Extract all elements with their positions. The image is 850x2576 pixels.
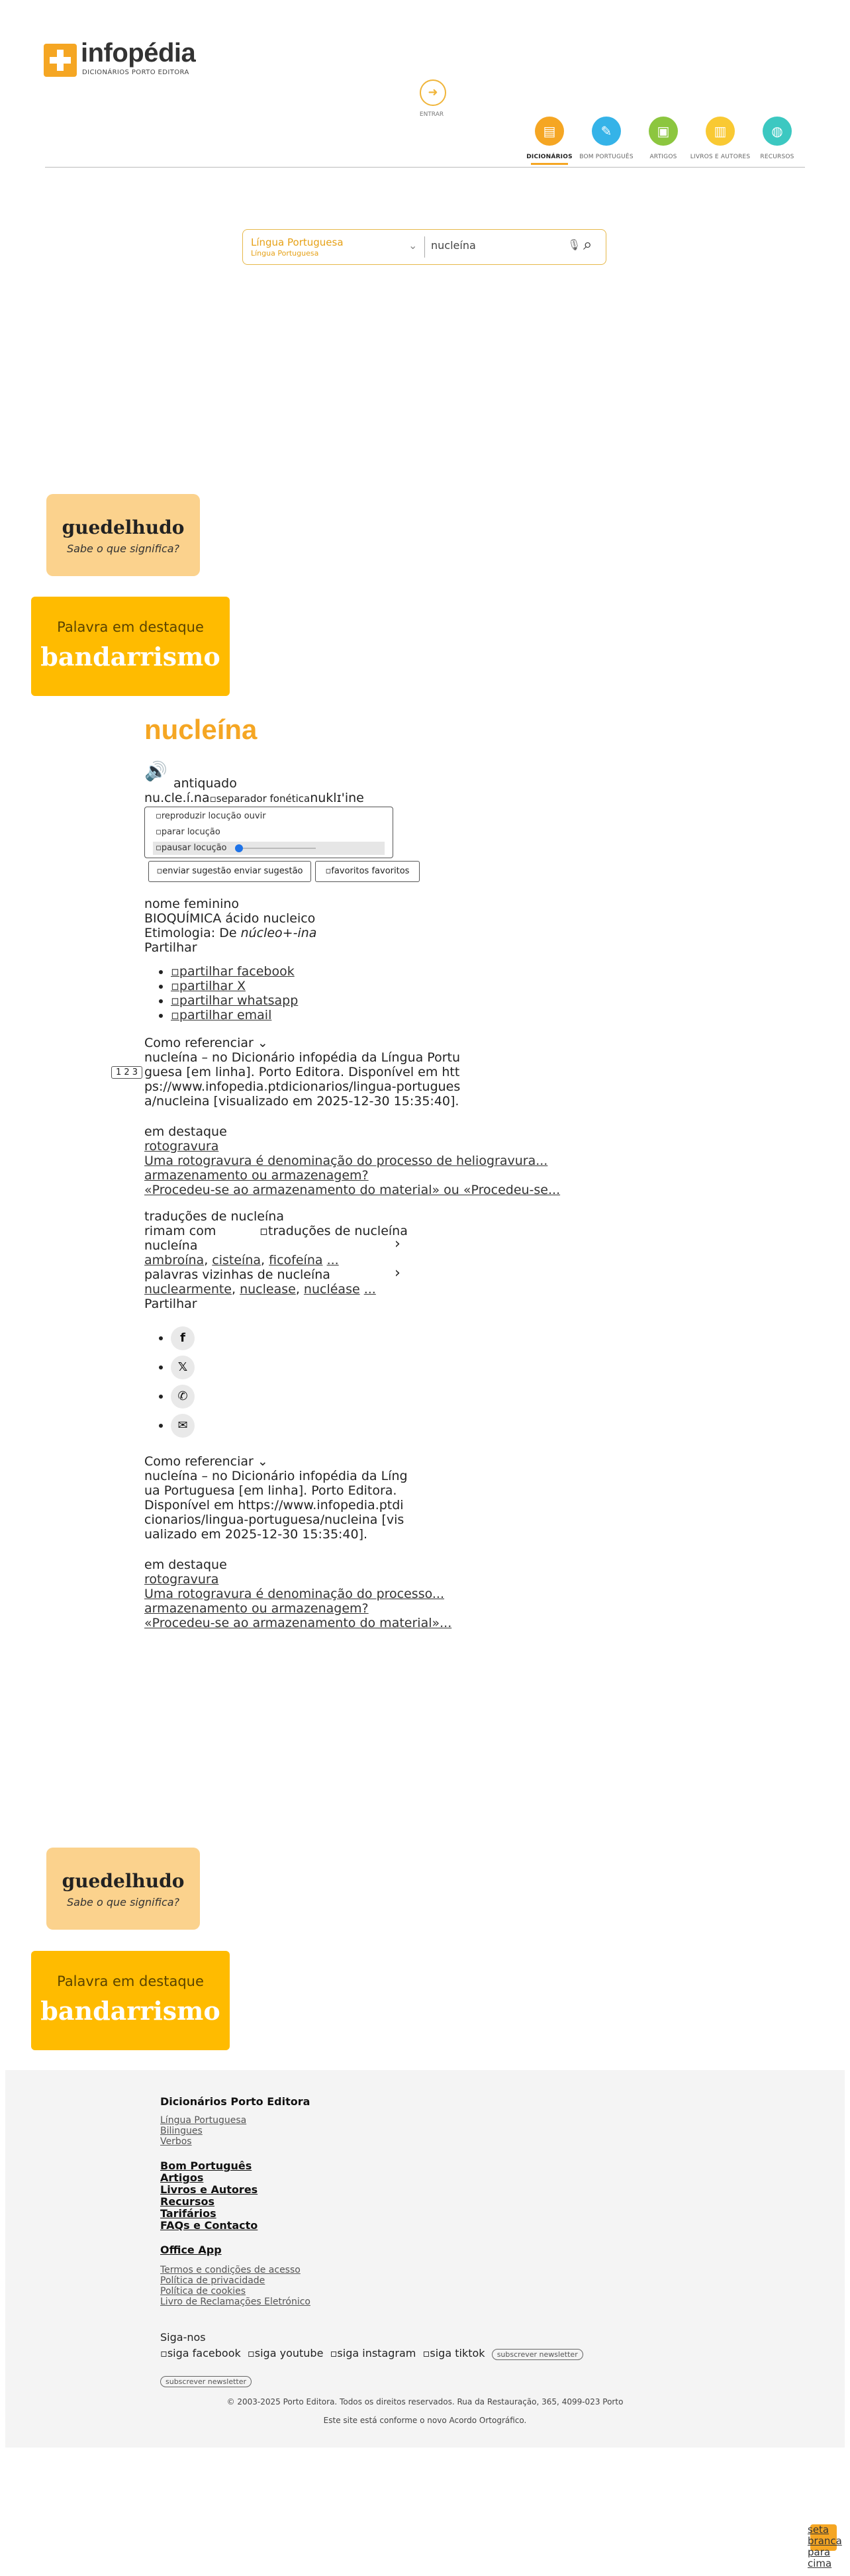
search-bar	[242, 229, 606, 265]
facebook-icon[interactable]: ▫siga facebook	[160, 2347, 241, 2359]
footer-agreement: Este site está conforme o novo Acordo Ortográfico.	[323, 2416, 527, 2425]
dictionary-icon: ▤	[535, 117, 564, 146]
pronunciation-line	[144, 791, 364, 805]
search-divider	[424, 236, 425, 258]
neighbors-list: nuclearmente, nuclease, nucléase ...	[144, 1282, 376, 1297]
share-email-item[interactable]	[171, 1411, 195, 1440]
highlight-item[interactable]: rotogravura	[144, 1572, 219, 1587]
footer	[5, 2070, 845, 2448]
guedelhudo-sub: Sabe o que significa?	[66, 542, 180, 555]
newsletter-button-2-wrap	[160, 2373, 252, 2387]
pager[interactable]: 1 2 3	[111, 1066, 142, 1079]
share-whatsapp[interactable]: • ▫partilhar whatsapp	[171, 993, 298, 1008]
footer-title: Dicionários Porto Editora	[160, 2095, 310, 2108]
footer-main-links	[160, 2160, 258, 2232]
header-divider	[45, 167, 805, 168]
share-label: Partilhar	[144, 940, 197, 955]
send-suggestion-button[interactable]: ▫enviar sugestão enviar sugestão	[148, 861, 311, 882]
destaque-card-2[interactable]	[31, 1951, 230, 2050]
books-icon: ▥	[706, 117, 735, 146]
article-icon: ▣	[649, 117, 678, 146]
cite-toggle[interactable]: Como referenciar ⌄	[144, 1036, 268, 1050]
back-to-top-button[interactable]	[808, 2524, 842, 2569]
footer-legal-link[interactable]: Termos e condições de acesso	[160, 2265, 301, 2275]
logo-wordmark[interactable]: infopédia	[81, 38, 196, 68]
chevron-right-icon[interactable]: ›	[395, 1236, 401, 1252]
highlight-item[interactable]: rotogravura	[144, 1139, 219, 1154]
guedelhudo-card[interactable]	[46, 494, 200, 576]
audio-slider-handle[interactable]	[235, 844, 243, 852]
chevron-down-icon[interactable]: ⌄	[408, 239, 418, 252]
tiktok-icon[interactable]: ▫siga tiktok	[422, 2347, 485, 2359]
citation-text-2: nucleína – no Dicionário infopédia da Língua Portuguesa [em linha]. Porto Editora. Disponível em https://www.infopedia.ptdicionarios/lingua-portuguesa/nucleina [visualizado em 2025-12-30 15:35:40].	[144, 1469, 408, 1542]
footer-link[interactable]: Verbos	[160, 2136, 192, 2147]
play-button[interactable]: ▫reproduzir locução ouvir	[156, 811, 266, 821]
headword: nucleína	[144, 714, 258, 745]
language-selector-sub: Língua Portuguesa	[251, 249, 319, 258]
rhymes-list: ambroína, cisteína, ficofeína ...	[144, 1253, 339, 1267]
share-facebook[interactable]: • ▫partilhar facebook	[171, 964, 298, 979]
rhymes-label: rimam com	[144, 1224, 216, 1238]
guedelhudo-word: guedelhudo	[62, 1870, 185, 1892]
footer-office-app[interactable]: Office App	[160, 2244, 222, 2256]
phonetic: nuklɪ'ine	[310, 791, 364, 805]
destaque-word: bandarrismo	[40, 642, 220, 671]
share-whatsapp-item[interactable]	[171, 1381, 195, 1411]
rhyme-more[interactable]: ...	[326, 1253, 339, 1267]
search-input[interactable]	[431, 239, 563, 252]
facebook-icon[interactable]: f	[171, 1326, 195, 1350]
chevron-down-icon: ⌄	[257, 1036, 268, 1050]
speaker-icon[interactable]: 🔊	[144, 760, 167, 782]
footer-legal-link[interactable]: Livro de Reclamações Eletrónico	[160, 2297, 310, 2307]
phonetic-separator-icon: ▫separador fonética	[209, 793, 310, 805]
nav-recursos[interactable]	[741, 117, 814, 160]
rhyme-link[interactable]: ficofeína	[269, 1253, 323, 1267]
syllables: nu.cle.í.na	[144, 791, 210, 805]
guedelhudo-card-2[interactable]	[46, 1848, 200, 1930]
footer-copyright: © 2003-2025 Porto Editora. Todos os direitos reservados. Rua da Restauração, 365, 4099-023 Porto	[226, 2397, 624, 2406]
highlight-item[interactable]: armazenamento ou armazenagem?	[144, 1168, 369, 1183]
share-x-item[interactable]	[171, 1352, 195, 1381]
highlights-label-2: em destaque	[144, 1558, 227, 1572]
highlight-item[interactable]: «Procedeu-se ao armazenamento do material»...	[144, 1616, 452, 1630]
share-facebook-item[interactable]	[171, 1323, 195, 1352]
neighbor-link[interactable]: nucléase	[303, 1282, 360, 1297]
footer-legal-link[interactable]: Política de privacidade	[160, 2275, 265, 2286]
footer-main-link[interactable]: Recursos	[160, 2195, 214, 2208]
search-icon[interactable]: ⌕	[583, 235, 592, 254]
cite-toggle-2[interactable]: Como referenciar ⌄	[144, 1454, 268, 1469]
footer-dict-links	[160, 2115, 246, 2147]
citation-text: nucleína – no Dicionário infopédia da Língua Portuguesa [em linha]. Porto Editora. Disponível em https://www.infopedia.ptdicionarios/lingua-portuguesa/nucleina [visualizado em 2025-12-30 15:35:40].	[144, 1050, 461, 1109]
rhymes-word: nucleína	[144, 1238, 198, 1253]
neighbors-label: palavras vizinhas de nucleína	[144, 1267, 330, 1282]
footer-main-link[interactable]: Artigos	[160, 2171, 204, 2184]
newsletter-button[interactable]: subscrever newsletter	[492, 2349, 583, 2360]
x-icon[interactable]: 𝕏	[171, 1356, 195, 1379]
definition: BIOQUÍMICA ácido nucleico	[144, 911, 316, 926]
neighbor-link[interactable]: nuclearmente	[144, 1282, 232, 1297]
highlights-label: em destaque	[144, 1124, 227, 1139]
footer-main-link[interactable]: Livros e Autores	[160, 2183, 258, 2196]
highlights-list-2	[144, 1572, 452, 1630]
globe-icon: ◍	[763, 117, 792, 146]
highlight-item[interactable]: «Procedeu-se ao armazenamento do material» ou «Procedeu-se...	[144, 1183, 561, 1197]
destaque-card[interactable]	[31, 597, 230, 696]
destaque-word: bandarrismo	[40, 1996, 220, 2026]
guedelhudo-sub: Sabe o que significa?	[66, 1896, 180, 1908]
translations-label: traduções de nucleína	[144, 1209, 284, 1224]
stop-button[interactable]: ▫parar locução	[156, 827, 220, 837]
highlights-list	[144, 1139, 561, 1197]
footer-main-link[interactable]: FAQs e Contacto	[160, 2219, 258, 2232]
part-of-speech: nome feminino	[144, 897, 240, 911]
instagram-icon[interactable]: ▫siga instagram	[330, 2347, 416, 2359]
audio-progress[interactable]	[153, 842, 385, 855]
audio-player	[144, 807, 393, 858]
login-icon[interactable]: ➜	[420, 79, 446, 106]
logo-mark[interactable]	[44, 44, 77, 77]
language-selector[interactable]: Língua Portuguesa	[251, 236, 344, 248]
guedelhudo-word: guedelhudo	[62, 517, 185, 538]
footer-legal-links	[160, 2265, 310, 2307]
chevron-right-icon[interactable]: ›	[395, 1265, 401, 1281]
share-icons-list	[144, 1323, 195, 1440]
rhyme-link[interactable]: ambroína	[144, 1253, 205, 1267]
newsletter-button-2[interactable]: subscrever newsletter	[160, 2376, 252, 2387]
share-list	[144, 964, 298, 1022]
destaque-label: Palavra em destaque	[57, 619, 204, 635]
footer-link[interactable]: Bilingues	[160, 2126, 203, 2136]
highlight-item[interactable]: Uma rotogravura é denominação do processo de heliogravura...	[144, 1154, 548, 1168]
highlight-item[interactable]: Uma rotogravura é denominação do processo...	[144, 1587, 445, 1601]
email-icon[interactable]: ✉	[171, 1414, 195, 1438]
usage-label: antiquado	[173, 776, 237, 791]
favorites-button[interactable]: ▫favoritos favoritos	[315, 861, 420, 882]
nav-label: RECURSOS	[760, 154, 794, 160]
logo-tagline: DICIONÁRIOS PORTO EDITORA	[82, 69, 189, 76]
destaque-label: Palavra em destaque	[57, 1973, 204, 1989]
translations-flag-icon[interactable]: ▫traduções de nucleína	[260, 1224, 408, 1238]
nav-label: DICIONÁRIOS	[526, 154, 573, 160]
footer-social-row	[160, 2347, 583, 2359]
audio-slider-track[interactable]	[243, 848, 316, 849]
login-label[interactable]: ENTRAR	[419, 111, 444, 118]
neighbor-link[interactable]: nuclease	[240, 1282, 296, 1297]
footer-link[interactable]: Língua Portuguesa	[160, 2115, 247, 2126]
footer-main-link[interactable]: Bom Português	[160, 2159, 252, 2172]
rhyme-link[interactable]: cisteína	[212, 1253, 261, 1267]
arrow-up-icon: seta branca para cima	[808, 2524, 842, 2569]
nav-label: LIVROS E AUTORES	[690, 154, 751, 160]
footer-legal-link[interactable]: Política de cookies	[160, 2286, 246, 2297]
nav-active-underline	[531, 163, 568, 165]
etymology-term: núcleo+-ina	[240, 926, 317, 940]
share-label-2: Partilhar	[144, 1297, 197, 1311]
pause-button[interactable]: ▫pausar locução	[156, 843, 227, 853]
microphone-icon[interactable]: 🎙	[567, 238, 581, 251]
share-email[interactable]: • ▫partilhar email	[171, 1008, 298, 1022]
pencil-icon: ✎	[592, 117, 621, 146]
neighbor-more[interactable]: ...	[363, 1282, 376, 1297]
highlight-item[interactable]: armazenamento ou armazenagem?	[144, 1601, 369, 1616]
youtube-icon[interactable]: ▫siga youtube	[247, 2347, 324, 2359]
etymology: Etimologia: De núcleo+-ina	[144, 926, 317, 940]
chevron-down-icon: ⌄	[257, 1454, 268, 1469]
footer-follow-label: Siga-nos	[160, 2331, 206, 2344]
share-x[interactable]: • ▫partilhar X	[171, 979, 298, 993]
nav-label: ARTIGOS	[649, 154, 677, 160]
nav-label: BOM PORTUGUÊS	[579, 154, 634, 160]
footer-main-link[interactable]: Tarifários	[160, 2207, 216, 2220]
whatsapp-icon[interactable]: ✆	[171, 1385, 195, 1409]
